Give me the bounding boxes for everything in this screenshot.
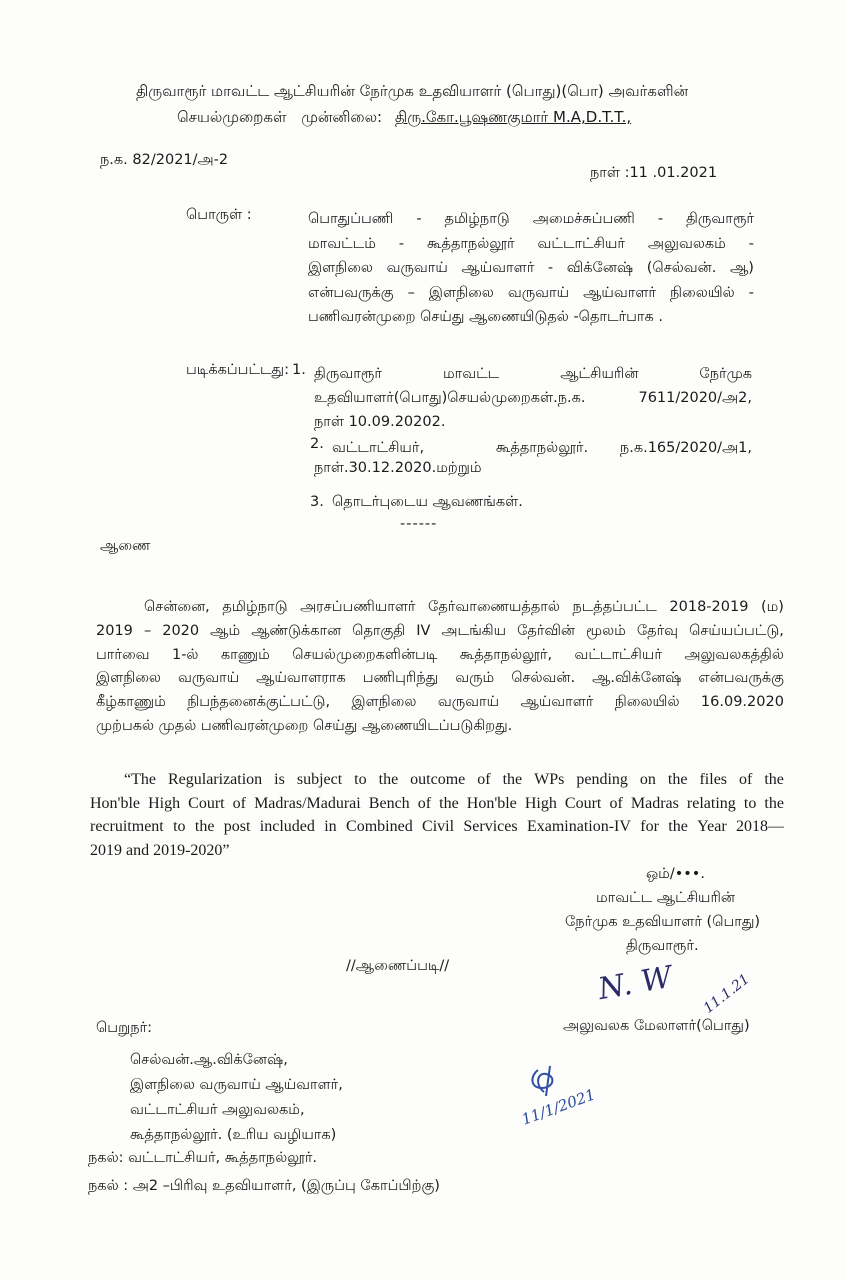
officer-name: திரு.கோ.பூஷணகுமார் M.A,D.T.T., [394, 108, 632, 126]
body-line: 2019 – 2020 ஆம் ஆண்டுக்கான தொகுதி IV அடங்கிய தேர்வின் மூலம் தேர்வு செய்யப்பட்டு, [96, 622, 784, 639]
recipient-address [130, 1048, 343, 1148]
subject-line: மாவட்டம் - கூத்தாநல்லூர் வட்டாட்சியர் அலுவலகம் - [308, 235, 754, 252]
recipient-line: செல்வன்.ஆ.விக்னேஷ், [130, 1052, 288, 1068]
reference-number: ந.க. 82/2021/அ-2 [100, 152, 229, 168]
subject-text [308, 207, 754, 330]
subject-label: பொருள் : [186, 207, 252, 223]
reference-item-2: வட்டாட்சியர், கூத்தாநல்லூர். ந.க.165/2020/அ1, [332, 440, 752, 456]
reference-number-2: 2. [310, 436, 324, 452]
signatory-place: திருவாரூர். [626, 938, 699, 954]
reference-item-2-date: நாள்.30.12.2020.மற்றும் [314, 460, 482, 476]
reference-number-3: 3. [310, 494, 324, 510]
recipient-line: வட்டாட்சியர் அலுவலகம், [130, 1102, 305, 1118]
order-heading: ஆணை [100, 538, 151, 554]
body-line: முற்பகல் முதல் பணிவரன்முறை செய்து ஆணையிடப்படுகிறது. [96, 717, 513, 734]
references-label: படிக்கப்பட்டது: [186, 362, 290, 378]
recipient-line: கூத்தாநல்லூர். (உரிய வழியாக) [130, 1127, 337, 1143]
body-line: சென்னை, தமிழ்நாடு அரசப்பணியாளர் தேர்வாணையத்தால் நடத்தப்பட்ட 2018-2019 (ம) [144, 599, 784, 615]
copy-line-1: நகல்: வட்டாட்சியர், கூத்தாநல்லூர். [88, 1150, 318, 1166]
header-line-2 [177, 108, 631, 128]
body-line: கீழ்காணும் நிபந்தனைக்குட்பட்டு, இளநிலை வருவாய் ஆய்வாளர் நிலையில் 16.09.2020 [96, 694, 784, 711]
presence-label: முன்னிலை: [301, 108, 383, 126]
copy-line-2: நகல் : அ2 –பிரிவு உதவியாளர், (இருப்பு கோப்பிற்கு) [88, 1178, 440, 1194]
reference-item-3: தொடர்புடைய ஆவணங்கள். [332, 494, 523, 510]
signed-notation: ஒம்/•••. [646, 866, 705, 882]
header-line-1: திருவாரூர் மாவட்ட ஆட்சியரின் நேர்முக உதவியாளர் (பொது)(பொ) அவர்களின் [136, 82, 689, 100]
references-divider: ------ [400, 516, 438, 532]
signatory-title-1: மாவட்ட ஆட்சியரின் [596, 890, 735, 906]
recipient-line: இளநிலை வருவாய் ஆய்வாளர், [130, 1077, 343, 1093]
reference-number-1: 1. [292, 362, 306, 378]
stamp-date: 11/1/2021 [519, 1085, 598, 1129]
order-body [96, 596, 784, 739]
subject-line: பணிவரன்முறை செய்து ஆணையிடுதல் -தொடர்பாக . [308, 309, 663, 326]
office-manager-title: அலுவலக மேலாளர்(பொது) [563, 1018, 750, 1034]
body-line: இளநிலை வருவாய் ஆய்வாளராக பணிபுரிந்து வரும் செல்வன். ஆ.விக்னேஷ் என்பவருக்கு [96, 670, 784, 687]
subject-line: இளநிலை வருவாய் ஆய்வாளர் - விக்னேஷ் (செல்வன். ஆ) [308, 260, 754, 277]
document-date: நாள் :11 .01.2021 [590, 165, 718, 181]
quote-line: recruitment to the post included in Combined Civil Services Examination-IV for the Year 2018— [90, 818, 784, 835]
ink-stamp [516, 1062, 612, 1132]
handwritten-initials: N. W [595, 959, 675, 1008]
quote-line: 2019 and 2019-2020” [90, 841, 230, 859]
quote-line: Hon'ble High Court of Madras/Madurai Bench of the Hon'ble High Court of Madras relating to the [90, 794, 784, 812]
recipient-label: பெறுநர்: [96, 1020, 152, 1036]
header-proceedings-label: செயல்முறைகள் [177, 108, 287, 126]
true-copy-label: //ஆணைப்படி// [346, 958, 450, 974]
subject-line: பொதுப்பணி - தமிழ்நாடு அமைச்சுப்பணி - திருவாரூர் [308, 211, 754, 227]
signatory-title-2: நேர்முக உதவியாளர் (பொது) [565, 914, 761, 930]
body-line: பார்வை 1-ல் காணும் செயல்முறைகளின்படி கூத்தாநல்லூர், வட்டாட்சியர் அலுவலகத்தில் [96, 646, 784, 663]
handwritten-initial-date: 11.1.21 [700, 971, 753, 1017]
quote-line: “The Regularization is subject to the outcome of the WPs pending on the files of the [124, 771, 784, 788]
regularization-quote [90, 768, 784, 862]
subject-line: என்பவருக்கு – இளநிலை வருவாய் ஆய்வாளர் நிலையில் - [308, 284, 754, 301]
reference-item-1: திருவாரூர் மாவட்ட ஆட்சியரின் நேர்முக உதவியாளர்(பொது)செயல்முறைகள்.ந.க. 7611/2020/அ2, நாள் 10.09.20202. [314, 366, 752, 430]
